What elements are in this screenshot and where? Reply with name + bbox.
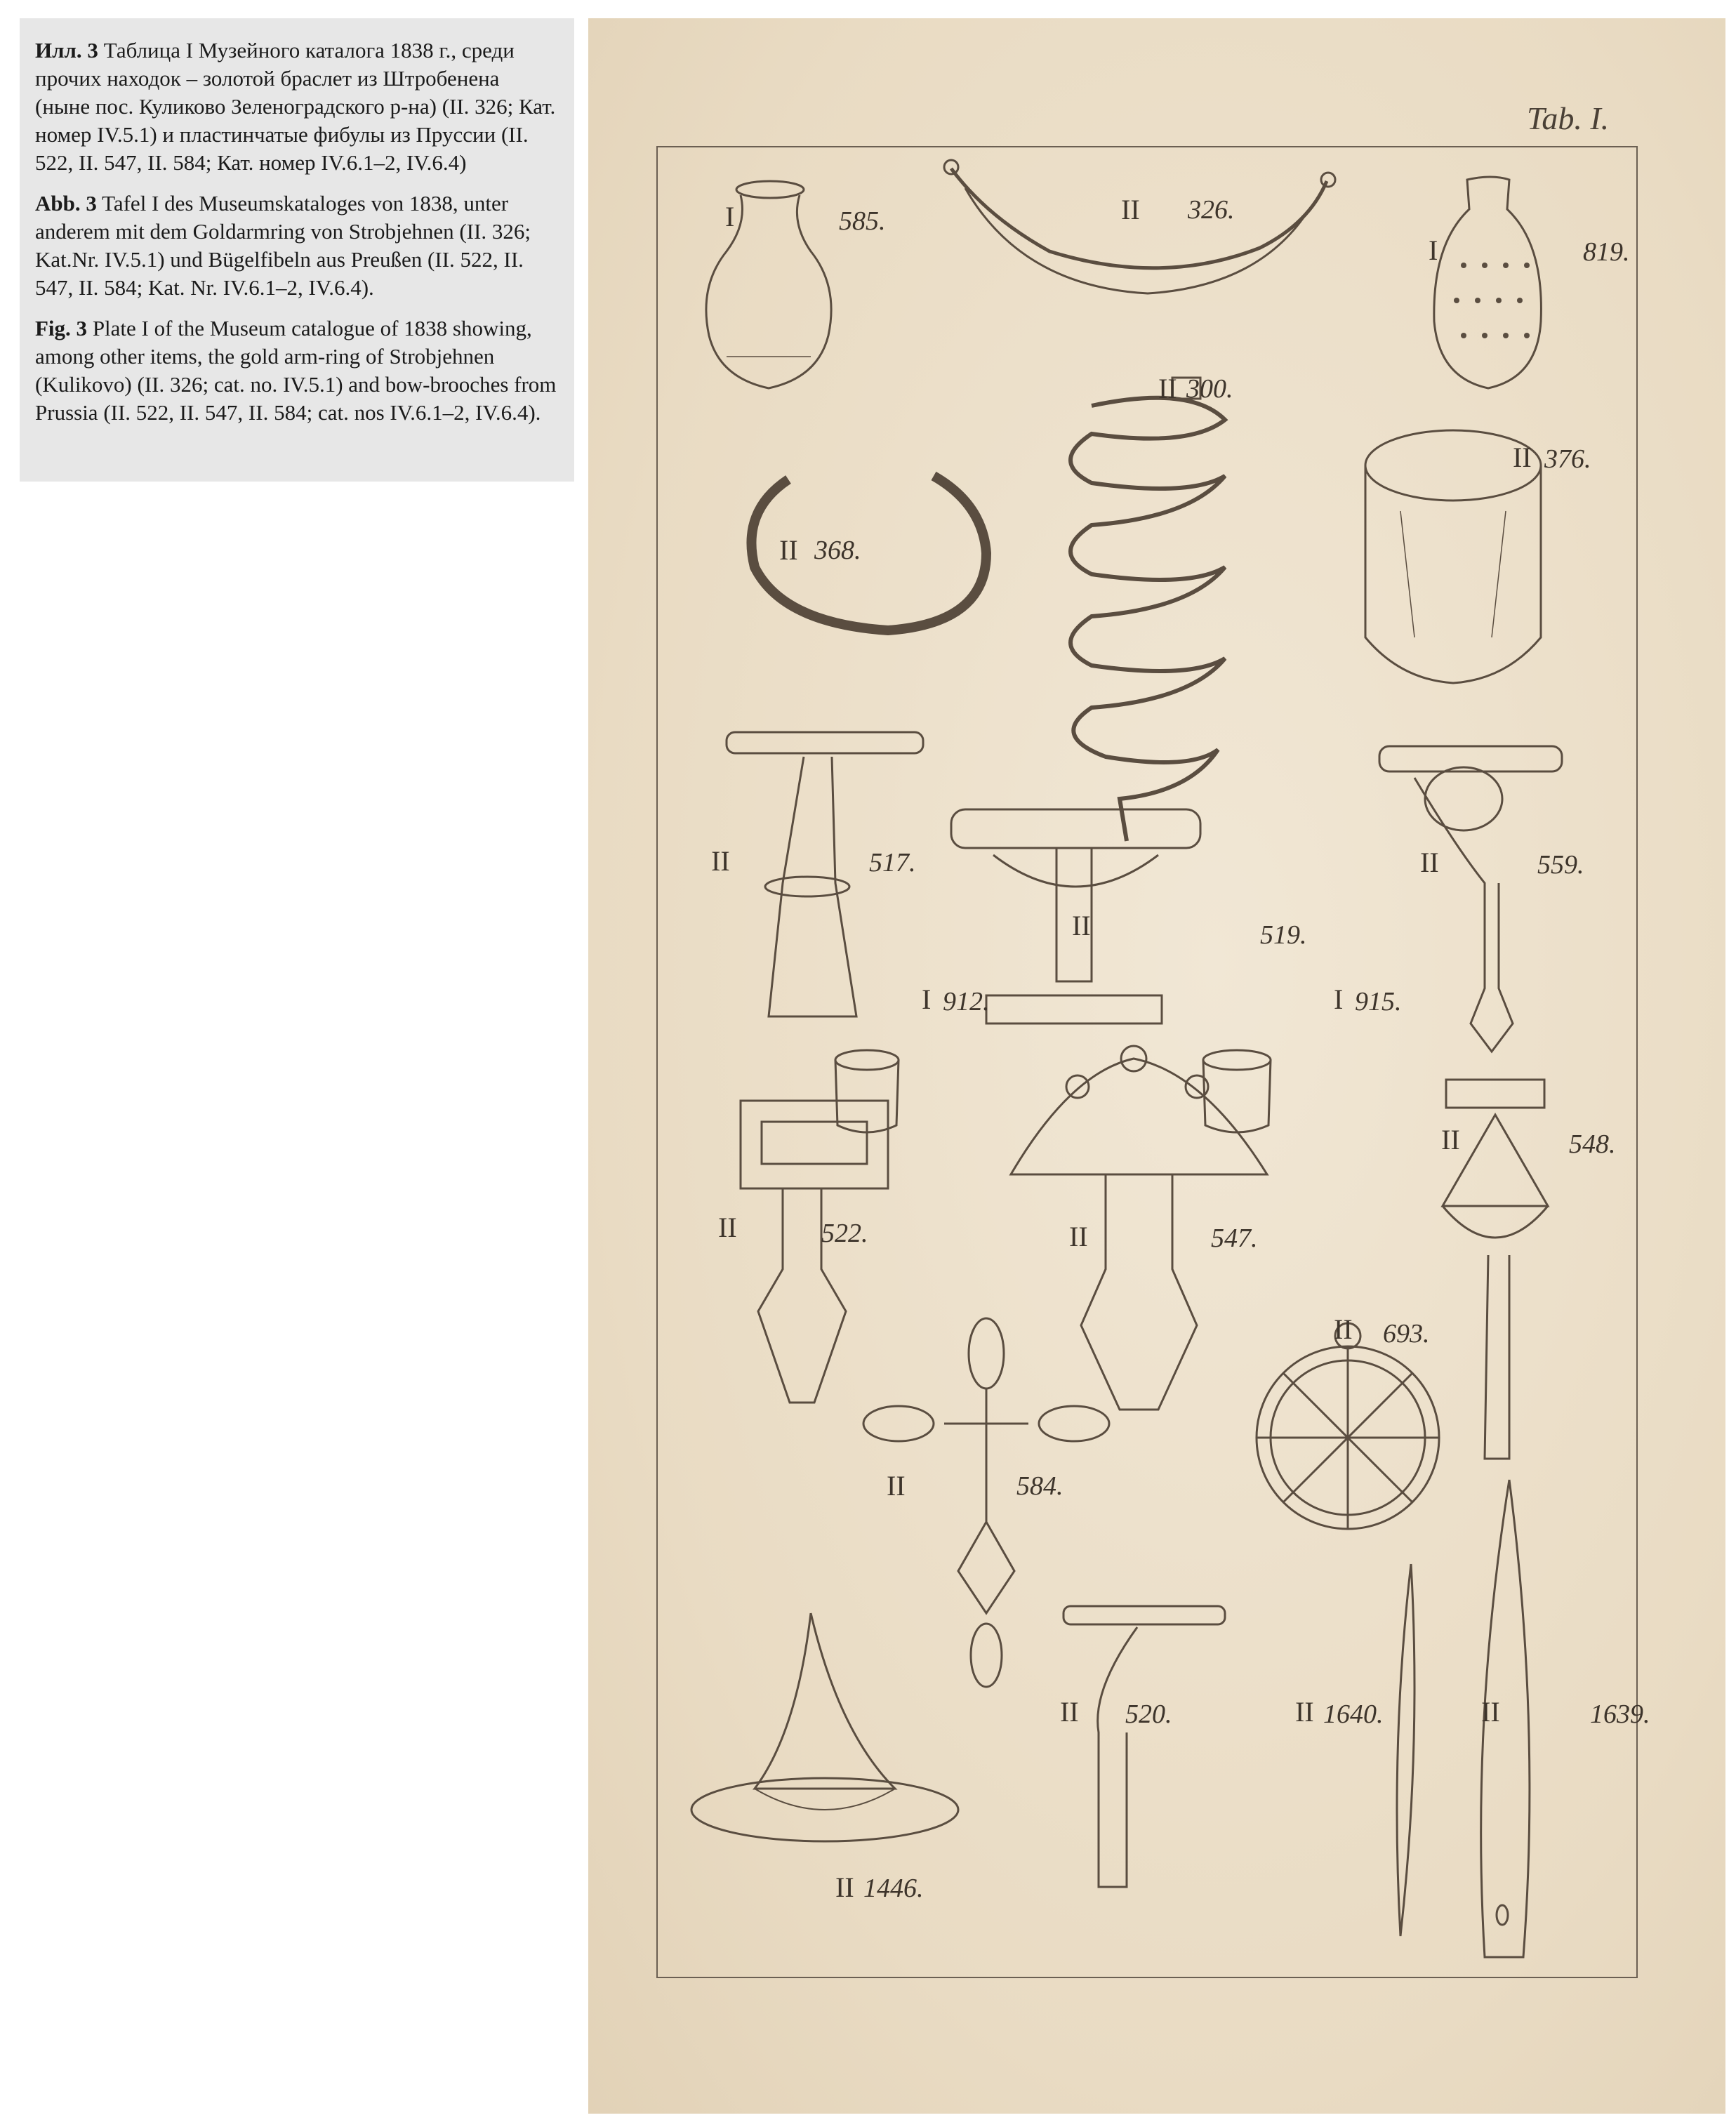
caption-en-text: Plate I of the Museum catalogue of 1838 showing, among other items, the gold arm-ring of Strobjehnen (Kulikovo) (II. 326; cat. no. IV.5.1) and bow-brooches from Prussia (II. 522, II. 547, II. 584; cat. nos IV.6.1–2, IV.6.4). [35, 316, 557, 425]
blade-1640-drawing [1397, 1564, 1414, 1936]
item-376-number: 376. [1544, 444, 1591, 474]
brooch-559-drawing [1379, 746, 1562, 1052]
jug-819-drawing [1434, 177, 1542, 388]
item-585-number: 585. [839, 206, 886, 236]
item-1639-roman: II [1481, 1696, 1500, 1728]
item-548-roman: II [1441, 1124, 1460, 1155]
item-520-number: 520. [1125, 1699, 1172, 1729]
item-819-roman: I [1429, 234, 1438, 266]
item-693-roman: II [1334, 1313, 1353, 1345]
item-368-number: 368. [814, 536, 861, 565]
item-547-roman: II [1069, 1221, 1088, 1252]
item-584-roman: II [887, 1470, 906, 1502]
item-520-roman: II [1060, 1696, 1079, 1728]
brooch-584-drawing [863, 1318, 1109, 1687]
cone-1446-drawing [691, 1613, 958, 1841]
item-1446-roman: II [835, 1871, 854, 1903]
item-517-number: 517. [869, 848, 916, 877]
item-300-number: 300. [1186, 374, 1233, 404]
item-326-roman: II [1121, 194, 1140, 225]
item-1640-number: 1640. [1323, 1699, 1384, 1729]
item-1640-roman: II [1295, 1696, 1314, 1728]
item-1639-number: 1639. [1590, 1699, 1650, 1729]
caption-german [35, 190, 559, 302]
item-326-number: 326. [1188, 195, 1235, 225]
item-547-number: 547. [1211, 1224, 1258, 1253]
caption-russian [35, 37, 559, 177]
plate-title: Tab. I. [1527, 100, 1610, 136]
item-559-roman: II [1420, 847, 1439, 878]
item-300-roman: II [1158, 373, 1177, 404]
item-912-number: 912. [943, 987, 990, 1016]
arm-ring-326-drawing [944, 160, 1335, 293]
item-519-number: 519. [1260, 920, 1307, 950]
item-915-number: 915. [1355, 987, 1402, 1016]
caption-de-text: Tafel I des Museumskataloges von 1838, unter anderem mit dem Goldarmring von Strobjehnen (II. 326; Kat.Nr. IV.5.1) und Bügelfibeln aus Preußen (II. 522, II. 547, II. 584; Kat. Nr. IV.6.1–2, IV.6.4). [35, 191, 531, 300]
item-368-roman: II [779, 534, 798, 566]
item-522-roman: II [718, 1212, 737, 1243]
caption-en-label: Fig. 3 [35, 316, 88, 340]
brooch-522-drawing [741, 1101, 888, 1403]
item-915-roman: I [1334, 983, 1344, 1015]
caption-ru-text: Таблица I Музейного каталога 1838 г., среди прочих находок – золотой браслет из Штробенена (ныне пос. Куликово Зеленоградского р-на) (II. 326; Кат. номер IV.5.1) и пластинчатые фибулы из Пруссии (II. 522, II. 547, II. 584; Кат. номер IV.6.1–2, IV.6.4) [35, 38, 556, 175]
item-522-number: 522. [821, 1219, 868, 1248]
caption-de-label: Abb. 3 [35, 191, 97, 216]
item-584-number: 584. [1016, 1471, 1064, 1501]
wheel-693-drawing [1257, 1323, 1439, 1529]
brooch-520-drawing [1064, 1606, 1225, 1887]
item-819-number: 819. [1583, 237, 1630, 267]
item-376-roman: II [1513, 442, 1532, 473]
figure-caption [20, 18, 574, 482]
item-1446-number: 1446. [863, 1874, 924, 1903]
item-559-number: 559. [1537, 850, 1584, 880]
item-519-roman: II [1072, 910, 1091, 941]
item-585-roman: I [725, 201, 735, 232]
caption-ru-label: Илл. 3 [35, 38, 98, 62]
item-912-roman: I [922, 983, 932, 1015]
caption-english [35, 314, 559, 427]
item-548-number: 548. [1569, 1129, 1616, 1159]
item-517-roman: II [711, 845, 730, 877]
cylinder-915-drawing [1203, 1050, 1271, 1132]
item-693-number: 693. [1383, 1319, 1430, 1349]
spiral-300-drawing [1071, 378, 1225, 841]
